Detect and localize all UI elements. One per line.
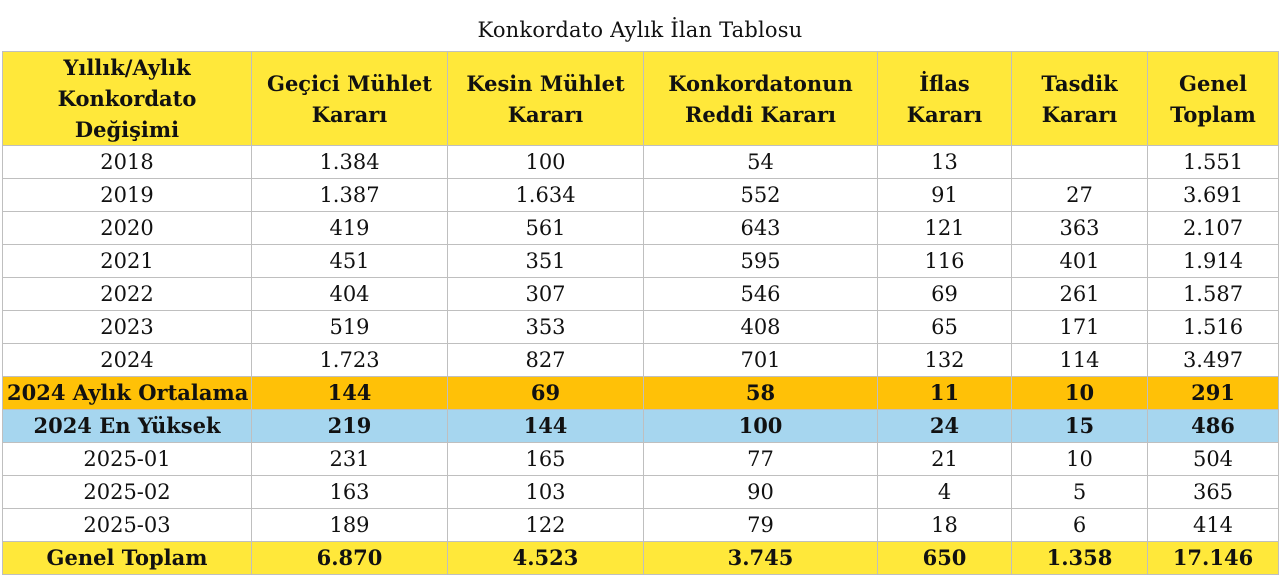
table-row	[3, 476, 1279, 509]
temporary-respite-cell: 144	[252, 377, 448, 410]
approval-cell: 1.358	[1012, 542, 1148, 575]
period-cell: 2020	[3, 212, 252, 245]
rejection-cell: 408	[644, 311, 878, 344]
table-row-grand-total	[3, 542, 1279, 575]
period-cell: 2019	[3, 179, 252, 212]
temporary-respite-cell: 419	[252, 212, 448, 245]
temporary-respite-cell: 163	[252, 476, 448, 509]
column-header-bankruptcy: İflas Kararı	[878, 52, 1012, 146]
rejection-cell: 643	[644, 212, 878, 245]
temporary-respite-cell: 219	[252, 410, 448, 443]
table-row	[3, 146, 1279, 179]
rejection-cell: 546	[644, 278, 878, 311]
rejection-cell: 100	[644, 410, 878, 443]
grand-total-cell: 414	[1148, 509, 1279, 542]
approval-cell: 15	[1012, 410, 1148, 443]
table-row-2024-max	[3, 410, 1279, 443]
definitive-respite-cell: 351	[448, 245, 644, 278]
approval-cell: 363	[1012, 212, 1148, 245]
approval-cell: 27	[1012, 179, 1148, 212]
approval-cell: 10	[1012, 377, 1148, 410]
table-row	[3, 179, 1279, 212]
table-row	[3, 509, 1279, 542]
period-cell: 2025-02	[3, 476, 252, 509]
period-cell: 2022	[3, 278, 252, 311]
rejection-cell: 58	[644, 377, 878, 410]
approval-cell: 5	[1012, 476, 1148, 509]
grand-total-cell: 1.587	[1148, 278, 1279, 311]
table-row	[3, 278, 1279, 311]
approval-cell: 6	[1012, 509, 1148, 542]
definitive-respite-cell: 4.523	[448, 542, 644, 575]
column-header-approval: Tasdik Kararı	[1012, 52, 1148, 146]
column-header-period: Yıllık/Aylık Konkordato Değişimi	[3, 52, 252, 146]
temporary-respite-cell: 451	[252, 245, 448, 278]
definitive-respite-cell: 103	[448, 476, 644, 509]
konkordato-table	[2, 51, 1279, 575]
definitive-respite-cell: 353	[448, 311, 644, 344]
grand-total-cell: 3.691	[1148, 179, 1279, 212]
bankruptcy-cell: 69	[878, 278, 1012, 311]
rejection-cell: 3.745	[644, 542, 878, 575]
bankruptcy-cell: 21	[878, 443, 1012, 476]
temporary-respite-cell: 519	[252, 311, 448, 344]
approval-cell	[1012, 146, 1148, 179]
period-cell: 2024 Aylık Ortalama	[3, 377, 252, 410]
temporary-respite-cell: 189	[252, 509, 448, 542]
bankruptcy-cell: 121	[878, 212, 1012, 245]
table-row	[3, 443, 1279, 476]
definitive-respite-cell: 69	[448, 377, 644, 410]
grand-total-cell: 1.551	[1148, 146, 1279, 179]
definitive-respite-cell: 165	[448, 443, 644, 476]
temporary-respite-cell: 231	[252, 443, 448, 476]
approval-cell: 171	[1012, 311, 1148, 344]
definitive-respite-cell: 100	[448, 146, 644, 179]
temporary-respite-cell: 6.870	[252, 542, 448, 575]
bankruptcy-cell: 4	[878, 476, 1012, 509]
grand-total-cell: 365	[1148, 476, 1279, 509]
bankruptcy-cell: 24	[878, 410, 1012, 443]
period-cell: 2024 En Yüksek	[3, 410, 252, 443]
column-header-temporary-respite: Geçici Mühlet Kararı	[252, 52, 448, 146]
rejection-cell: 79	[644, 509, 878, 542]
rejection-cell: 77	[644, 443, 878, 476]
grand-total-cell: 2.107	[1148, 212, 1279, 245]
rejection-cell: 701	[644, 344, 878, 377]
grand-total-cell: 486	[1148, 410, 1279, 443]
column-header-rejection: Konkordatonun Reddi Kararı	[644, 52, 878, 146]
bankruptcy-cell: 91	[878, 179, 1012, 212]
period-cell: 2025-03	[3, 509, 252, 542]
grand-total-cell: 291	[1148, 377, 1279, 410]
rejection-cell: 552	[644, 179, 878, 212]
column-header-grand-total: Genel Toplam	[1148, 52, 1279, 146]
approval-cell: 10	[1012, 443, 1148, 476]
rejection-cell: 595	[644, 245, 878, 278]
bankruptcy-cell: 650	[878, 542, 1012, 575]
definitive-respite-cell: 307	[448, 278, 644, 311]
column-header-definitive-respite: Kesin Mühlet Kararı	[448, 52, 644, 146]
period-cell: 2025-01	[3, 443, 252, 476]
table-row	[3, 212, 1279, 245]
header-row	[3, 52, 1279, 146]
bankruptcy-cell: 65	[878, 311, 1012, 344]
table-title: Konkordato Aylık İlan Tablosu	[477, 18, 803, 42]
period-cell: 2023	[3, 311, 252, 344]
bankruptcy-cell: 116	[878, 245, 1012, 278]
table-row	[3, 245, 1279, 278]
table-row-2024-average	[3, 377, 1279, 410]
definitive-respite-cell: 561	[448, 212, 644, 245]
temporary-respite-cell: 404	[252, 278, 448, 311]
definitive-respite-cell: 827	[448, 344, 644, 377]
grand-total-cell: 3.497	[1148, 344, 1279, 377]
definitive-respite-cell: 144	[448, 410, 644, 443]
period-cell: 2018	[3, 146, 252, 179]
rejection-cell: 54	[644, 146, 878, 179]
grand-total-cell: 17.146	[1148, 542, 1279, 575]
definitive-respite-cell: 1.634	[448, 179, 644, 212]
rejection-cell: 90	[644, 476, 878, 509]
table-row	[3, 344, 1279, 377]
approval-cell: 114	[1012, 344, 1148, 377]
temporary-respite-cell: 1.384	[252, 146, 448, 179]
grand-total-cell: 1.914	[1148, 245, 1279, 278]
period-cell: 2024	[3, 344, 252, 377]
bankruptcy-cell: 11	[878, 377, 1012, 410]
approval-cell: 401	[1012, 245, 1148, 278]
bankruptcy-cell: 18	[878, 509, 1012, 542]
temporary-respite-cell: 1.387	[252, 179, 448, 212]
bankruptcy-cell: 132	[878, 344, 1012, 377]
temporary-respite-cell: 1.723	[252, 344, 448, 377]
grand-total-cell: 1.516	[1148, 311, 1279, 344]
period-cell: Genel Toplam	[3, 542, 252, 575]
period-cell: 2021	[3, 245, 252, 278]
bankruptcy-cell: 13	[878, 146, 1012, 179]
definitive-respite-cell: 122	[448, 509, 644, 542]
approval-cell: 261	[1012, 278, 1148, 311]
table-row	[3, 311, 1279, 344]
grand-total-cell: 504	[1148, 443, 1279, 476]
